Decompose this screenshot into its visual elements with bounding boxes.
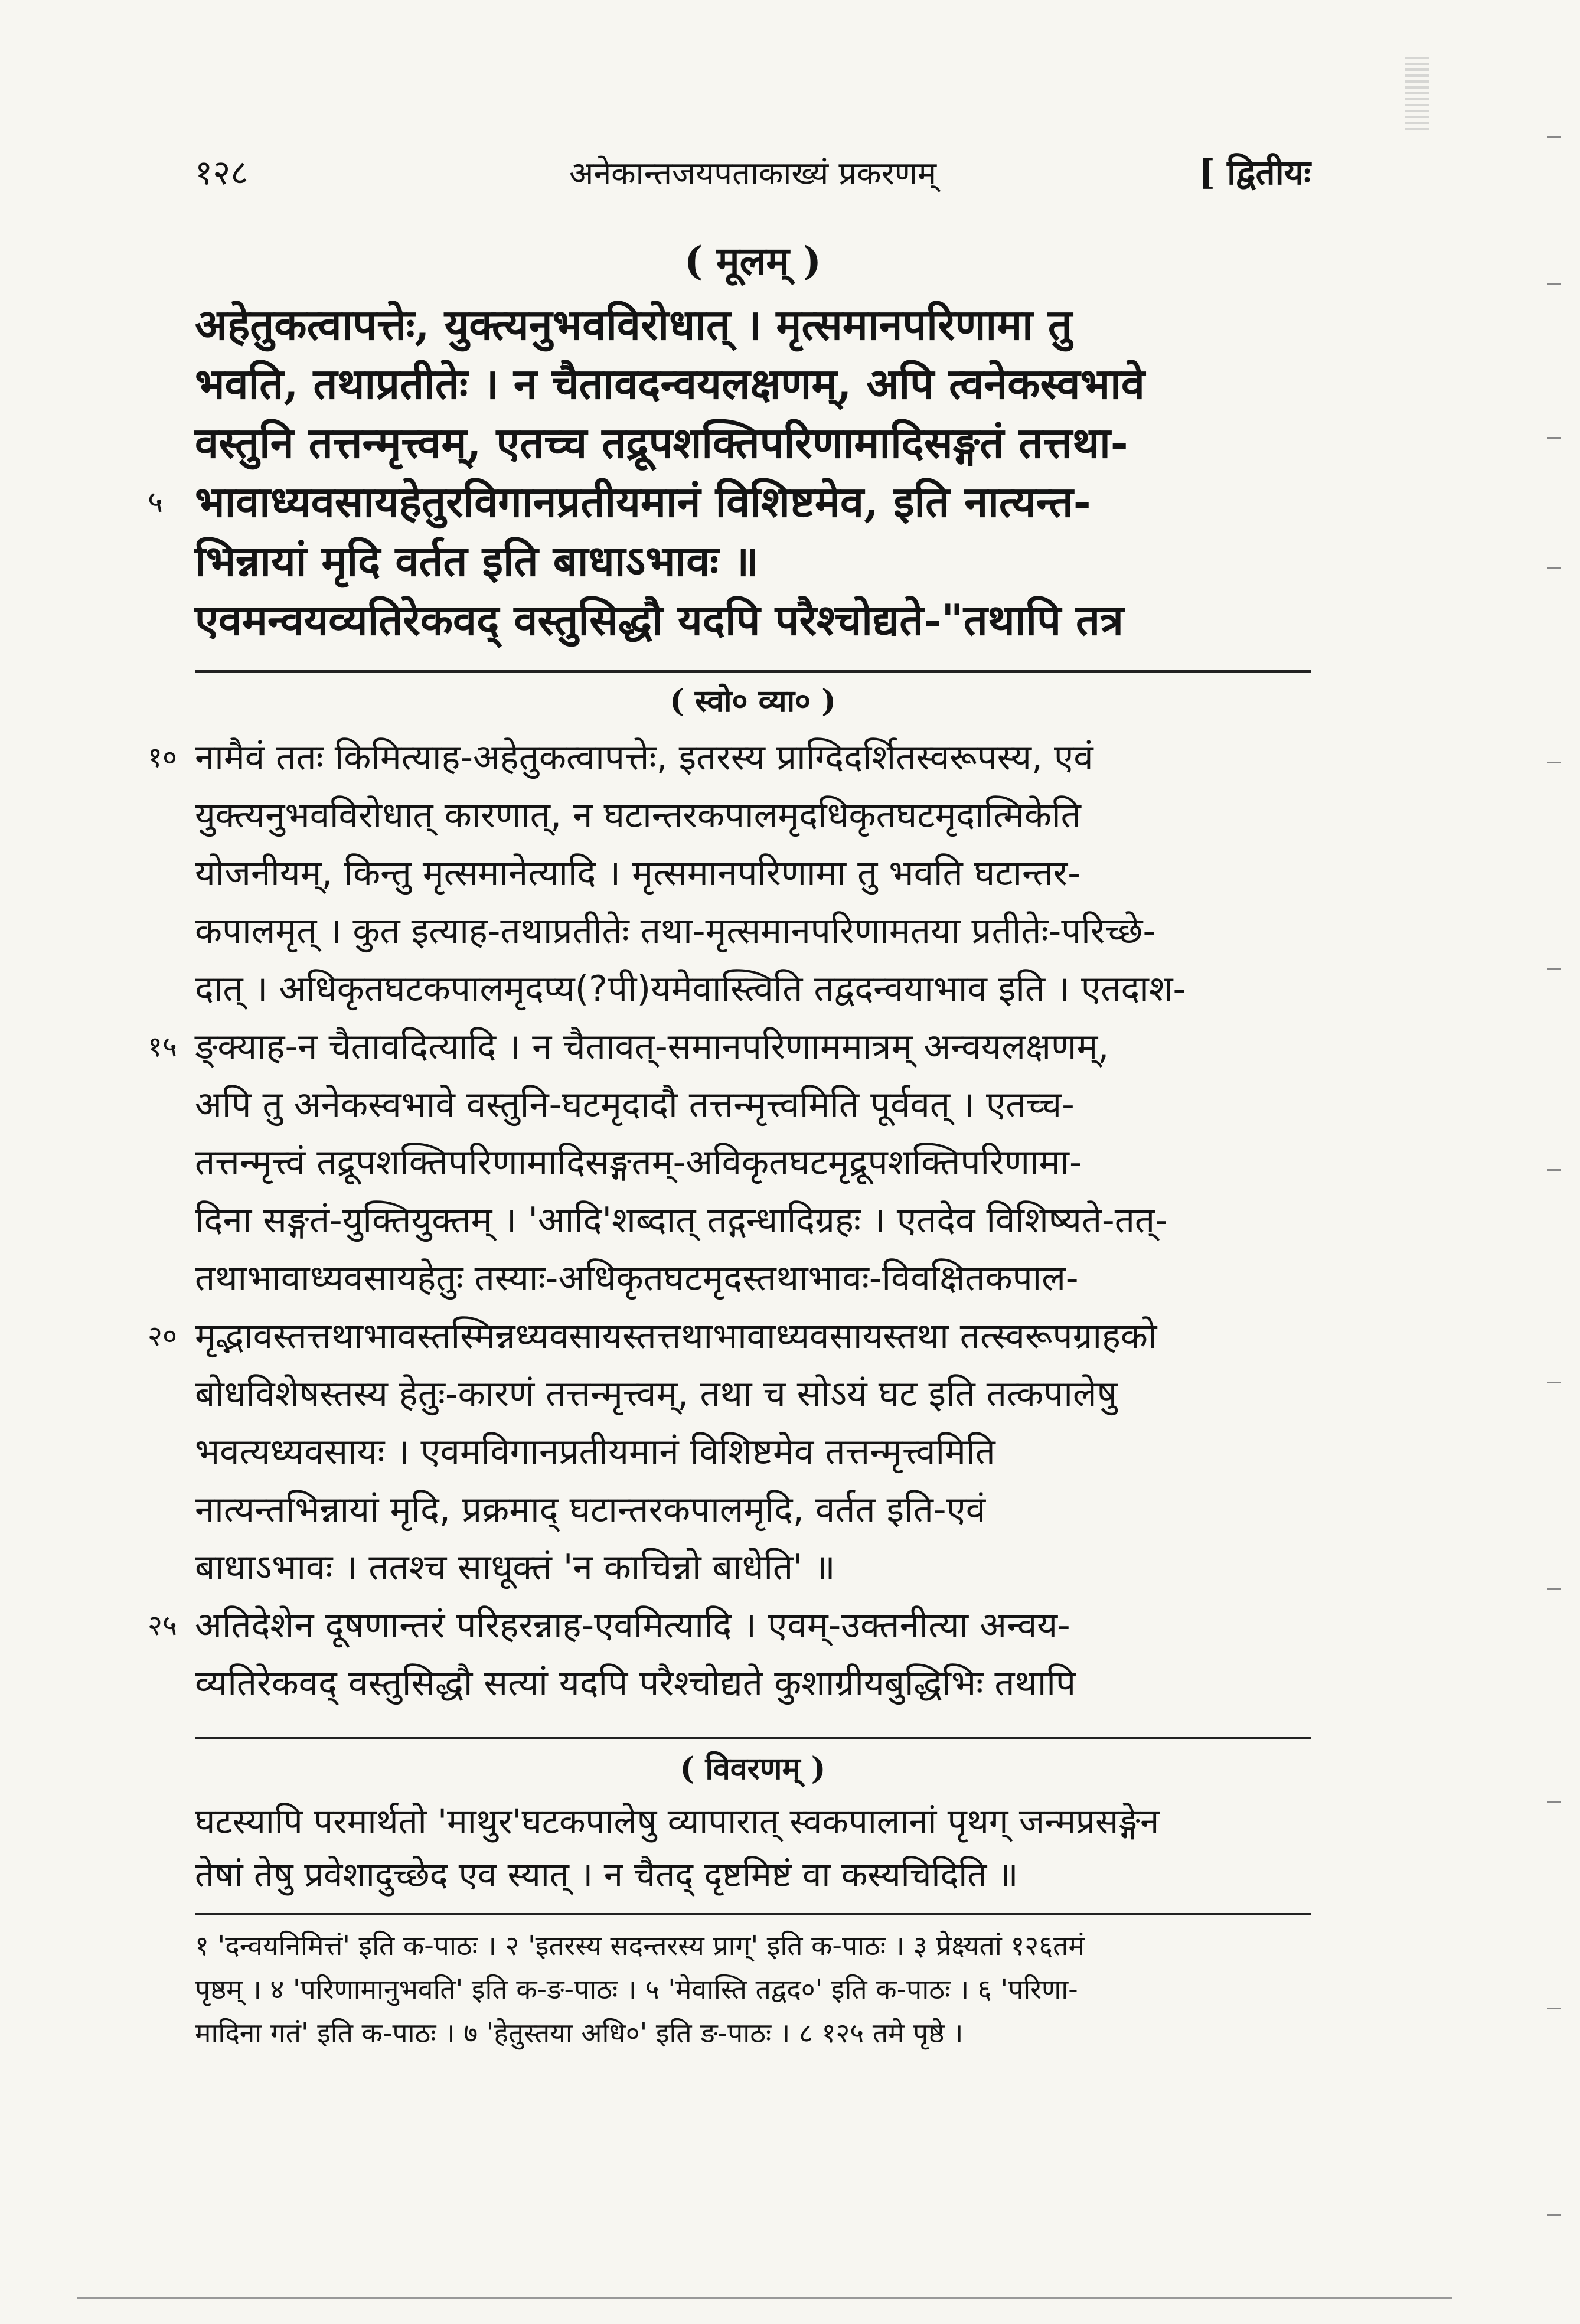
vivarana-line (195, 1848, 1311, 1901)
mula-line (195, 295, 1311, 354)
commentary-line-text: दात् । अधिकृतघटकपालमृदप्य(?पी)यमेवास्त्विति तद्वदन्वयाभाव इति । एतदाश- (195, 968, 1186, 1010)
commentary-line-text: मृद्भावस्तत्तथाभावस्तस्मिन्नध्यवसायस्तत्तथाभावाध्यवसायस्तथा तत्स्वरूपग्राहको (195, 1316, 1157, 1357)
line-number: १० (148, 741, 177, 774)
edge-mark (1547, 1588, 1561, 1590)
commentary-line-text: अपि तु अनेकस्वभावे वस्तुनि-घटमृदादौ तत्तन्मृत्त्वमिति पूर्ववत् । एतच्च- (195, 1084, 1075, 1125)
mula-line (195, 531, 1311, 590)
commentary-line (195, 847, 1311, 900)
commentary-line-text: युक्त्यनुभवविरोधात् कारणात्, न घटान्तरकपालमृदधिकृतघटमृदात्मिकेति (195, 795, 1081, 836)
commentary-line-text: व्यतिरेकवद् वस्तुसिद्धौ सत्यां यदपि परैश्चोद्यते कुशाग्रीयबुद्धिभिः तथापि (195, 1663, 1076, 1704)
mula-line (195, 413, 1311, 472)
footnotes-line (195, 2011, 1311, 2055)
commentary-line (195, 789, 1311, 842)
commentary-line-text: योजनीयम्, किन्तु मृत्समानेत्यादि । मृत्समानपरिणामा तु भवति घटान्तर- (195, 853, 1080, 894)
commentary-line-text: ङ्क्याह-न चैतावदित्यादि । न चैतावत्-समानपरिणाममात्रम् अन्वयलक्षणम्, (195, 1026, 1109, 1068)
footnotes-line (195, 1924, 1311, 1967)
commentary-line (195, 1194, 1311, 1247)
mula-heading: ( मूलम् ) (684, 238, 822, 284)
page-header (195, 148, 1311, 201)
commentary-line-text: अतिदेशेन दूषणान्तरं परिहरन्नाह-एवमित्यादि । एवम्-उक्तनीत्या अन्वय- (195, 1605, 1070, 1646)
commentary-line (148, 1310, 1311, 1363)
commentary-line (195, 962, 1311, 1016)
commentary-line (195, 1483, 1311, 1536)
commentary-line (195, 1367, 1311, 1421)
edge-mark (1547, 437, 1561, 439)
edge-mark (1547, 762, 1561, 763)
mula-line-text: एवमन्वयव्यतिरेकवद् वस्तुसिद्धौ यदपि परैश्चोद्यते-"तथापि तत्र (195, 595, 1124, 645)
section-divider (195, 1737, 1311, 1739)
footnotes (195, 1924, 1311, 2059)
footnotes-line (195, 1967, 1311, 2011)
commentary-line (195, 1541, 1311, 1594)
commentary-line-text: कपालमृत् । कुत इत्याह-तथाप्रतीतेः तथा-मृत्समानपरिणामतया प्रतीतेः-परिच्छे- (195, 910, 1156, 952)
mula-line-text: भावाध्यवसायहेतुरविगानप्रतीयमानं विशिष्टमेव, इति नात्यन्त- (195, 476, 1091, 527)
commentary-line (195, 1078, 1311, 1131)
mula-text (148, 295, 1311, 649)
edge-mark (1547, 283, 1561, 285)
edge-mark (1547, 2008, 1561, 2009)
running-title: अनेकान्तजयपताकाख्यं प्रकरणम् (569, 155, 937, 192)
mula-line-text: भवति, तथाप्रतीतेः । न चैतावदन्वयलक्षणम्, अपि त्वनेकस्वभावे (195, 358, 1145, 409)
mula-line-text: वस्तुनि तत्तन्मृत्त्वम्, एतच्च तद्रूपशक्तिपरिणामादिसङ्गतं तत्तथा- (195, 417, 1128, 468)
commentary-heading: ( स्वो० व्या० ) (670, 683, 836, 719)
commentary-line-text: तत्तन्मृत्त्वं तद्रूपशक्तिपरिणामादिसङ्गतम्-अविकृतघटमृद्रूपशक्तिपरिणामा- (195, 1142, 1082, 1183)
commentary-line-text: भवत्यध्यवसायः । एवमविगानप्रतीयमानं विशिष्टमेव तत्तन्मृत्त्वमिति (195, 1431, 995, 1473)
commentary-line-text: बोधविशेषस्तस्य हेतुः-कारणं तत्तन्मृत्त्वम्, तथा च सोऽयं घट इति तत्कपालेषु (195, 1373, 1118, 1415)
line-number: २० (148, 1320, 177, 1353)
vivarana-line-text: घटस्यापि परमार्थतो 'माथुर'घटकपालेषु व्यापारात् स्वकपालानां पृथग् जन्मप्रसङ्गेन (195, 1801, 1160, 1842)
commentary-line-text: तथाभावाध्यवसायहेतुः तस्याः-अधिकृतघटमृदस्तथाभावः-विवक्षितकपाल- (195, 1258, 1079, 1299)
commentary-text (148, 731, 1311, 1704)
commentary-line (148, 1020, 1311, 1073)
edge-mark (1547, 2214, 1561, 2216)
footnotes-line-text: मादिना गतं' इति क-पाठः । ७ 'हेतुस्तया अधि०' इति ङ-पाठः । ८ १२५ तमे पृष्ठे । (195, 2017, 964, 2049)
scan-bottom-edge (77, 2297, 1452, 2299)
mula-line-text: अहेतुकत्वापत्तेः, युक्त्यनुभवविरोधात् । मृत्समानपरिणामा तु (195, 299, 1072, 350)
edge-mark (1547, 1169, 1561, 1171)
commentary-line-text: बाधाऽभावः । ततश्च साधूक्तं 'न काचिन्नो बाधेति' ॥ (195, 1547, 835, 1588)
vivarana-line-text: तेषां तेषु प्रवेशादुच्छेद एव स्यात् । न चैतद् दृष्टमिष्टं वा कस्यचिदिति ॥ (195, 1855, 1018, 1895)
edge-mark (1547, 567, 1561, 569)
footnotes-line-text: पृष्ठम् । ४ 'परिणामानुभवति' इति क-ङ-पाठः । ५ 'मेवास्ति तद्वद०' इति क-पाठः । ६ 'परिणा- (195, 1973, 1078, 2005)
footnotes-line-text: १ 'दन्वयनिमित्तं' इति क-पाठः । २ 'इतरस्य सदन्तरस्य प्राग्' इति क-पाठः । ३ प्रेक्ष्यतां १२६तमं (195, 1930, 1085, 1961)
vivarana-line (195, 1795, 1311, 1848)
footnote-divider (195, 1913, 1311, 1915)
edge-mark (1547, 1801, 1561, 1803)
mula-line (195, 590, 1311, 649)
commentary-line (195, 905, 1311, 958)
chapter-label: [ द्वितीयः (1199, 152, 1311, 192)
edge-mark (1547, 1382, 1561, 1383)
line-number: ५ (148, 485, 163, 519)
commentary-line (195, 1425, 1311, 1478)
commentary-line (195, 1657, 1311, 1710)
commentary-line (148, 731, 1311, 784)
mula-line (195, 354, 1311, 413)
vivarana-heading: ( विवरणम् ) (680, 1751, 826, 1787)
line-number: १५ (148, 1030, 177, 1063)
section-divider (195, 670, 1311, 673)
vivarana-text (195, 1795, 1311, 1901)
edge-mark (1547, 968, 1561, 970)
commentary-line-text: नात्यन्तभिन्नायां मृदि, प्रक्रमाद् घटान्तरकपालमृदि, वर्तत इति-एवं (195, 1489, 986, 1530)
mula-line (148, 472, 1311, 531)
commentary-line (195, 1252, 1311, 1305)
scan-speck (1405, 53, 1429, 130)
mula-line-text: भिन्नायां मृदि वर्तत इति बाधाऽभावः ॥ (195, 536, 759, 586)
page-number: १२८ (195, 152, 249, 192)
commentary-line (195, 1136, 1311, 1189)
commentary-line (148, 1599, 1311, 1652)
commentary-line-text: नामैवं ततः किमित्याह-अहेतुकत्वापत्तेः, इतरस्य प्राग्दिदर्शितस्वरूपस्य, एवं (195, 737, 1093, 778)
commentary-line-text: दिना सङ्गतं-युक्तियुक्तम् । 'आदि'शब्दात् तद्गन्धादिग्रहः । एतदेव विशिष्यते-तत्- (195, 1200, 1168, 1241)
edge-mark (1547, 136, 1561, 138)
line-number: २५ (148, 1609, 177, 1642)
